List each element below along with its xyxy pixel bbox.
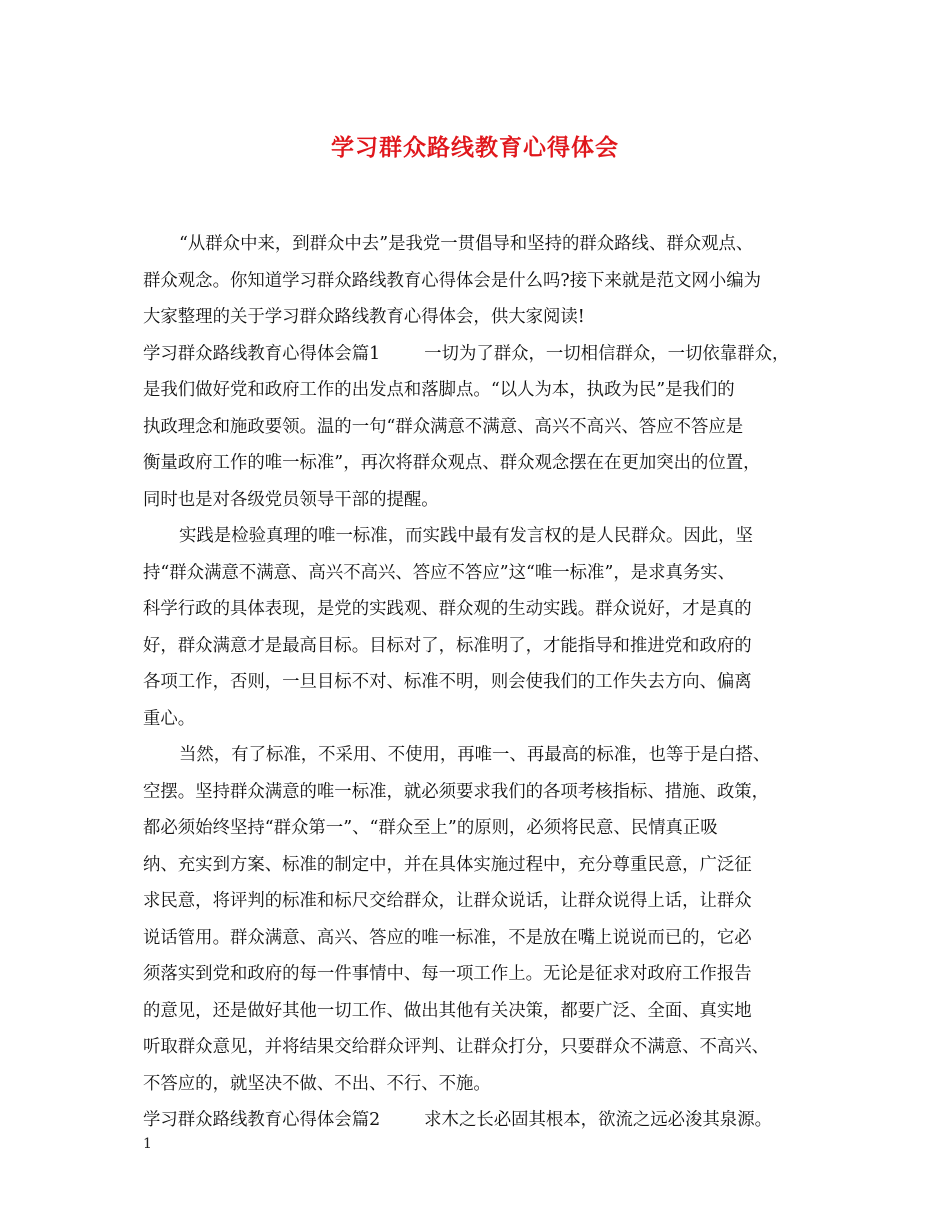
document-title: 学习群众路线教育心得体会: [331, 134, 619, 161]
line-text: 重心。: [143, 708, 196, 729]
text-line: [143, 1102, 825, 1139]
text-line: [143, 336, 825, 373]
line-text: 求木之长必固其根本，欲流之远必浚其泉源。: [424, 1110, 772, 1130]
line-text: 持“群众满意不满意、高兴不高兴、答应不答应”这“唯一标准”，是求真务实、: [143, 562, 736, 583]
text-line: [143, 1029, 825, 1066]
line-text: 好，群众满意才是最高目标。目标对了，标准明了，才能指导和推进党和政府的: [143, 635, 752, 656]
text-line: [143, 774, 825, 811]
line-text: 求民意，将评判的标准和标尺交给群众，让群众说话，让群众说得上话，让群众: [143, 891, 752, 911]
line-text: 纳、充实到方案、标准的制定中，并在具体实施过程中，充分尊重民意，广泛征: [143, 854, 752, 875]
page-number: 1: [143, 1136, 152, 1152]
line-text: 大家整理的关于学习群众路线教育心得体会，供大家阅读!: [143, 307, 585, 327]
text-line: [143, 445, 825, 482]
text-line: [143, 993, 825, 1030]
text-line: [143, 591, 825, 628]
text-line: [143, 847, 825, 884]
line-text: 听取群众意见，并将结果交给群众评判、让群众打分，只要群众不满意、不高兴、: [143, 1037, 770, 1057]
line-text: 的意见，还是做好其他一切工作、做出其他有关决策，都要广泛、全面、真实地: [143, 1000, 752, 1021]
line-text: 说话管用。群众满意、高兴、答应的唯一标准，不是放在嘴上说说而已的，它必: [143, 927, 752, 948]
text-line: [143, 555, 825, 592]
line-text: 不答应的，就坚决不做、不出、不行、不施。: [143, 1073, 491, 1094]
text-line: [143, 628, 825, 665]
line-text: 科学行政的具体表现，是党的实践观、群众观的生动实践。群众说好，才是真的: [143, 599, 752, 619]
line-text: 同时也是对各级党员领导干部的提醒。: [143, 489, 439, 510]
text-line: [143, 226, 825, 263]
line-text: 当然，有了标准，不采用、不使用，再唯一、再最高的标准，也等于是白搭、: [179, 745, 771, 765]
text-line: [143, 920, 825, 957]
text-line: [143, 737, 825, 774]
text-line: [143, 956, 825, 993]
text-line: [143, 372, 825, 409]
line-text: 实践是检验真理的唯一标准，而实践中最有发言权的是人民群众。因此，坚: [179, 526, 753, 546]
text-line: [143, 299, 825, 336]
line-text: 衡量政府工作的唯一标准”，再次将群众观点、群众观念摆在在更加突出的位置，: [143, 453, 761, 473]
line-text: 执政理念和施政要领。温的一句“群众满意不满意、高兴不高兴、答应不答应是: [143, 416, 744, 437]
text-line: [143, 482, 825, 519]
section-heading: 学习群众路线教育心得体会篇2: [143, 1110, 381, 1130]
line-text: 是我们做好党和政府工作的出发点和落脚点。“以人为本，执政为民”是我们的: [143, 380, 735, 400]
section-heading: 学习群众路线教育心得体会篇1: [143, 343, 381, 364]
text-line: [143, 810, 825, 847]
line-text: “从群众中来，到群众中去”是我党一贯倡导和坚持的群众路线、群众观点、: [179, 234, 754, 254]
document-body: [143, 226, 825, 1139]
text-line: [143, 263, 825, 300]
text-line: [143, 409, 825, 446]
line-text: 一切为了群众，一切相信群众，一切依靠群众，: [424, 343, 790, 364]
text-line: [143, 1066, 825, 1103]
text-line: [143, 701, 825, 738]
text-line: [143, 518, 825, 555]
text-line: [143, 883, 825, 920]
text-line: [143, 664, 825, 701]
line-text: 都必须始终坚持“群众第一”、“群众至上”的原则，必须将民意、民情真正吸: [143, 818, 718, 838]
line-text: 空摆。坚持群众满意的唯一标准，就必须要求我们的各项考核指标、措施、政策，: [143, 781, 770, 802]
line-text: 各项工作，否则，一旦目标不对、标准不明，则会使我们的工作失去方向、偏离: [143, 672, 752, 692]
line-text: 须落实到党和政府的每一件事情中、每一项工作上。无论是征求对政府工作报告: [143, 964, 752, 984]
line-text: 群众观念。你知道学习群众路线教育心得体会是什么吗?接下来就是范文网小编为: [143, 270, 761, 291]
